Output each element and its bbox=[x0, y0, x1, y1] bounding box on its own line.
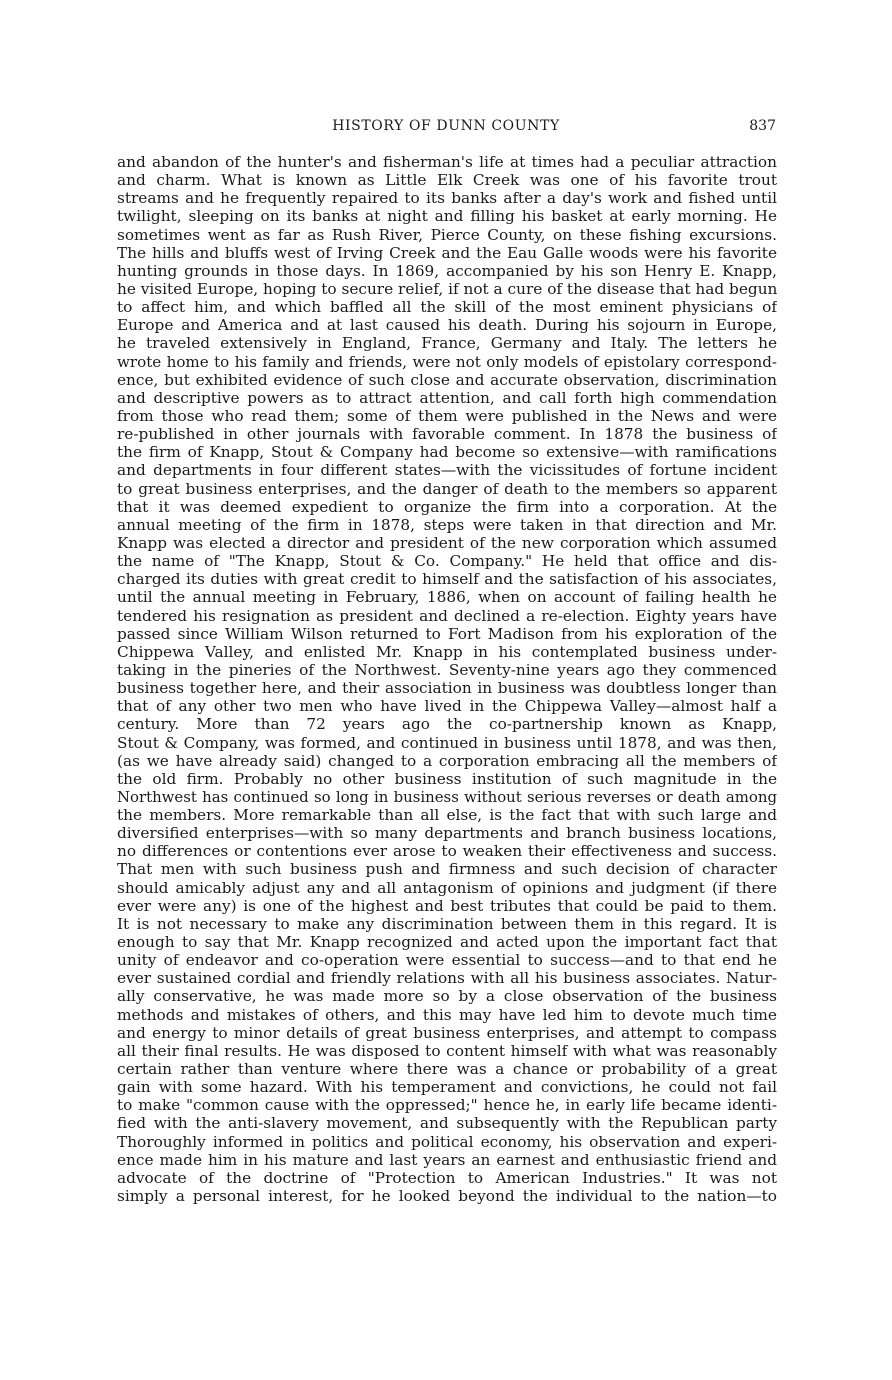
text-line: sometimes went as far as Rush River, Pierce County, on these fishing excursions. bbox=[117, 225, 777, 244]
text-line: the name of "The Knapp, Stout & Co. Company." He held that office and dis- bbox=[117, 552, 777, 571]
text-line: methods and mistakes of others, and this may have led him to devote much time bbox=[117, 1005, 777, 1024]
page-header bbox=[116, 118, 776, 138]
text-line: century. More than 72 years ago the co-partnership known as Knapp, bbox=[117, 715, 777, 734]
text-line: he visited Europe, hoping to secure relief, if not a cure of the disease that had begun bbox=[117, 279, 777, 298]
text-line: Stout & Company, was formed, and continued in business until 1878, and was then, bbox=[117, 733, 777, 752]
text-line: and charm. What is known as Little Elk Creek was one of his favorite trout bbox=[117, 171, 777, 190]
text-line: and departments in four different states—with the vicissitudes of fortune incident bbox=[117, 461, 777, 480]
text-line: no differences or contentions ever arose to weaken their effectiveness and success. bbox=[117, 842, 777, 861]
text-line: ence made him in his mature and last years an earnest and enthusiastic friend and bbox=[117, 1150, 777, 1169]
text-line: Knapp was elected a director and president of the new corporation which assumed bbox=[117, 533, 777, 552]
text-line: streams and he frequently repaired to its banks after a day's work and fished until bbox=[117, 189, 777, 208]
text-line: taking in the pineries of the Northwest. Seventy-nine years ago they commenced bbox=[117, 660, 777, 679]
text-line: to great business enterprises, and the danger of death to the members so apparent bbox=[117, 479, 777, 498]
text-line: unity of endeavor and co-operation were essential to success—and to that end he bbox=[117, 951, 777, 970]
text-line: The hills and bluffs west of Irving Creek and the Eau Galle woods were his favorite bbox=[117, 243, 777, 262]
text-line: to make "common cause with the oppressed;" hence he, in early life became identi- bbox=[117, 1096, 777, 1115]
text-line: that of any other two men who have lived in the Chippewa Valley—almost half a bbox=[117, 697, 777, 716]
text-line: gain with some hazard. With his temperament and convictions, he could not fail bbox=[117, 1078, 777, 1097]
text-line: Thoroughly informed in politics and political economy, his observation and experi- bbox=[117, 1132, 777, 1151]
text-line: all their final results. He was disposed to content himself with what was reasonably bbox=[117, 1041, 777, 1060]
text-line: Europe and America and at last caused his death. During his sojourn in Europe, bbox=[117, 316, 777, 335]
text-line: wrote home to his family and friends, were not only models of epistolary correspond- bbox=[117, 352, 777, 371]
text-line: (as we have already said) changed to a corporation embracing all the members of bbox=[117, 751, 777, 770]
text-line: the old firm. Probably no other business institution of such magnitude in the bbox=[117, 769, 777, 788]
text-line: It is not necessary to make any discrimination between them in this regard. It is bbox=[117, 914, 777, 933]
text-line: ence, but exhibited evidence of such close and accurate observation, discrimination bbox=[117, 370, 777, 389]
text-line: certain rather than venture where there was a chance or probability of a great bbox=[117, 1060, 777, 1079]
text-line: to affect him, and which baffled all the skill of the most eminent physicians of bbox=[117, 298, 777, 317]
text-line: advocate of the doctrine of "Protection to American Industries." It was not bbox=[117, 1168, 777, 1187]
text-line: that it was deemed expedient to organize the firm into a corporation. At the bbox=[117, 497, 777, 516]
text-line: ever sustained cordial and friendly relations with all his business associates. Natur- bbox=[117, 969, 777, 988]
text-line: That men with such business push and firmness and such decision of character bbox=[117, 860, 777, 879]
text-line: Northwest has continued so long in business without serious reverses or death among bbox=[117, 787, 777, 806]
text-line: tendered his resignation as president and declined a re-election. Eighty years have bbox=[117, 606, 777, 625]
running-head: HISTORY OF DUNN COUNTY bbox=[332, 118, 560, 134]
text-line: from those who read them; some of them were published in the News and were bbox=[117, 406, 777, 425]
page-number: 837 bbox=[749, 118, 776, 134]
text-line: and abandon of the hunter's and fisherman's life at times had a peculiar attraction bbox=[117, 153, 777, 171]
text-line: hunting grounds in those days. In 1869, accompanied by his son Henry E. Knapp, bbox=[117, 261, 777, 280]
text-line: ally conservative, he was made more so by a close observation of the business bbox=[117, 987, 777, 1006]
text-line: enough to say that Mr. Knapp recognized and acted upon the important fact that bbox=[117, 933, 777, 952]
text-line: Chippewa Valley, and enlisted Mr. Knapp in his contemplated business under- bbox=[117, 642, 777, 661]
body-text bbox=[117, 153, 777, 1205]
text-line: charged its duties with great credit to himself and the satisfaction of his associates, bbox=[117, 570, 777, 589]
text-line: the members. More remarkable than all else, is the fact that with such large and bbox=[117, 806, 777, 825]
text-line: fied with the anti-slavery movement, and subsequently with the Republican party bbox=[117, 1114, 777, 1133]
text-line: should amicably adjust any and all antagonism of opinions and judgment (if there bbox=[117, 878, 777, 897]
text-line: twilight, sleeping on its banks at night and filling his basket at early morning. He bbox=[117, 207, 777, 226]
text-line: passed since William Wilson returned to Fort Madison from his exploration of the bbox=[117, 624, 777, 643]
text-line: diversified enterprises—with so many departments and branch business locations, bbox=[117, 824, 777, 843]
text-line: business together here, and their association in business was doubtless longer than bbox=[117, 679, 777, 698]
text-line: annual meeting of the firm in 1878, steps were taken in that direction and Mr. bbox=[117, 515, 777, 534]
text-line: ever were any) is one of the highest and best tributes that could be paid to them. bbox=[117, 896, 777, 915]
text-line: he traveled extensively in England, France, Germany and Italy. The letters he bbox=[117, 334, 777, 353]
text-line: the firm of Knapp, Stout & Company had become so extensive—with ramifications bbox=[117, 443, 777, 462]
text-line: until the annual meeting in February, 1886, when on account of failing health he bbox=[117, 588, 777, 607]
text-line: simply a personal interest, for he looked beyond the individual to the nation—to bbox=[117, 1187, 777, 1206]
text-line: and energy to minor details of great business enterprises, and attempt to compass bbox=[117, 1023, 777, 1042]
text-line: and descriptive powers as to attract attention, and call forth high commendation bbox=[117, 388, 777, 407]
text-line: re-published in other journals with favorable comment. In 1878 the business of bbox=[117, 425, 777, 444]
